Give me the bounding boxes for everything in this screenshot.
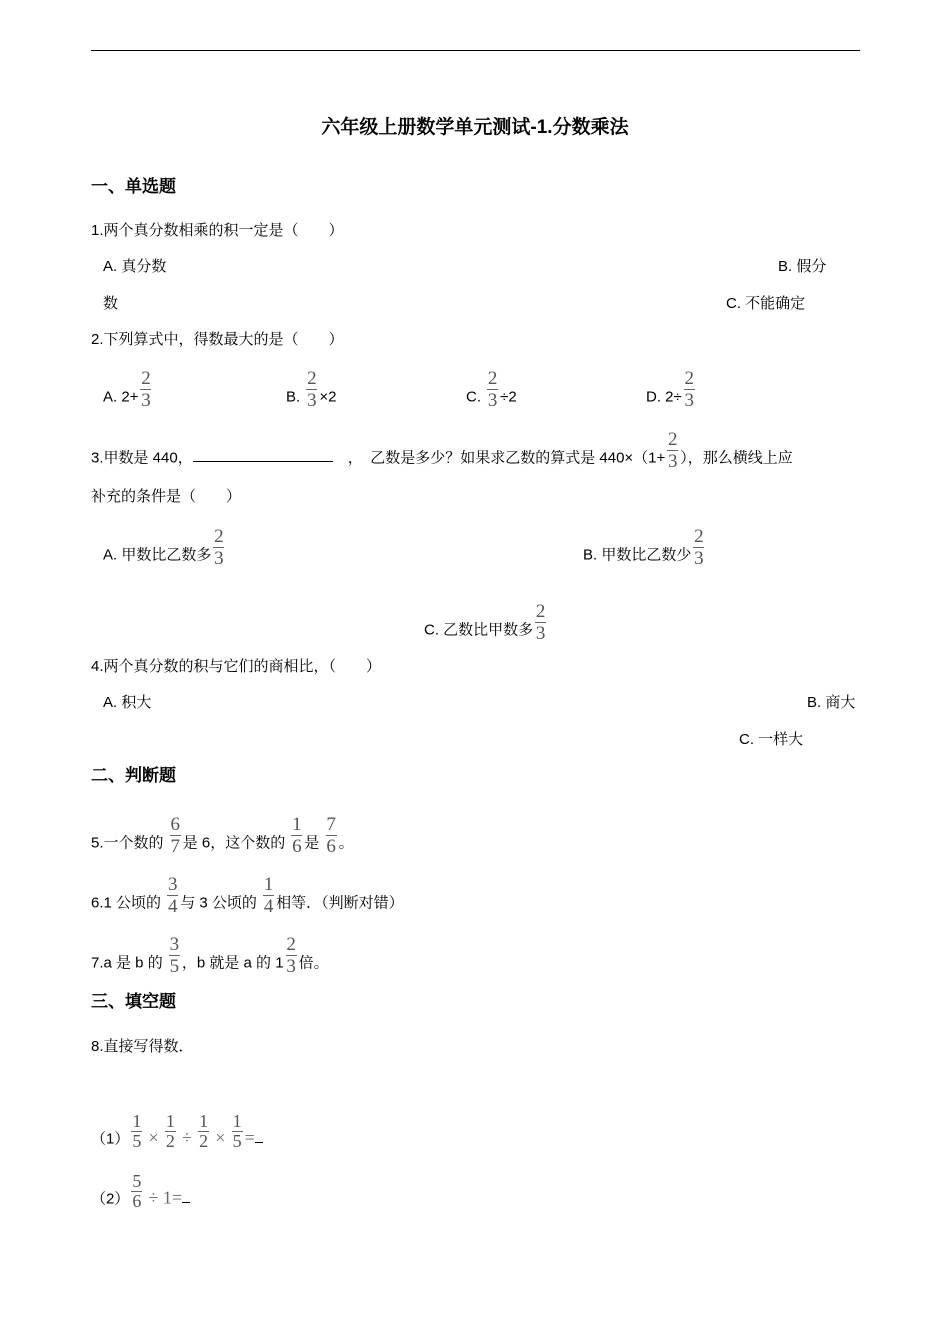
numerator: 1 [232,1111,242,1131]
q8-part-1-answer-blank[interactable] [255,1132,263,1143]
denominator: 5 [132,1131,142,1151]
question-7 [91,934,329,984]
numerator: 2 [694,526,704,547]
q3-option-b-text: B. 甲数比乙数少 [583,546,692,564]
denominator: 2 [165,1131,175,1151]
section-heading-true-false: 二、判断题 [91,766,176,785]
numerator: 2 [307,368,317,389]
fraction [169,935,180,976]
numerator: 2 [214,526,224,547]
q8-part-2-label: （2） [91,1190,130,1208]
equals-sign: = [171,1187,183,1208]
numerator: 2 [684,368,694,389]
numerator: 7 [326,814,336,835]
q4-option-b[interactable]: B. 商大 [807,694,856,711]
q5-text-1: 5.一个数的 [91,834,164,852]
numerator: 1 [199,1111,209,1131]
numerator: 6 [170,814,180,835]
numerator: 2 [141,368,151,389]
numerator: 1 [292,814,302,835]
q8-part-1 [91,1111,263,1158]
denominator: 4 [167,896,178,917]
q1-option-b[interactable]: B. 假分 [778,258,827,275]
fraction [131,1173,142,1210]
multiply-sign: × [215,1127,226,1148]
numerator: 3 [167,874,178,895]
denominator: 3 [487,390,498,411]
q3-answer-blank [193,447,333,462]
fraction [667,430,678,471]
q7-text-2: ，b 就是 a 的 1 [181,954,284,972]
fraction [286,935,297,976]
q8-part-2-answer-blank[interactable] [182,1192,190,1203]
denominator: 3 [694,548,704,569]
q5-text-3: 是 [304,834,320,852]
numerator: 1 [132,1111,142,1131]
fraction [693,527,704,568]
q1-option-c[interactable]: C. 不能确定 [726,295,806,312]
q3-option-c[interactable] [424,601,548,651]
question-8-stem: 8.直接写得数． [91,1038,194,1055]
q7-text-3: 倍。 [298,954,329,972]
fraction [167,875,178,916]
question-3-stem-line-2: 补充的条件是（ ） [91,488,242,505]
q5-text-4: 。 [338,834,354,852]
denominator: 2 [199,1131,209,1151]
multiply-sign: × [148,1127,159,1148]
q2-option-c[interactable] [466,368,517,418]
fraction [306,369,317,410]
q6-text-3: 相等．（判断对错） [276,894,404,912]
numerator: 5 [132,1171,142,1191]
header-rule [91,50,860,51]
fraction [131,1113,142,1150]
numerator: 2 [535,601,546,622]
question-2-stem: 2.下列算式中，得数最大的是（ ） [91,331,344,348]
section-heading-single-choice: 一、单选题 [91,177,176,196]
denominator: 3 [684,390,694,411]
q2-d-prefix: D. 2÷ [646,388,682,406]
q5-text-2: 是 6，这个数的 [182,834,286,852]
section-heading-fill-in: 三、填空题 [91,992,176,1011]
question-4-stem: 4.两个真分数的积与它们的商相比，（ ） [91,658,382,675]
question-3-stem [91,429,793,479]
fraction [535,602,546,643]
q2-option-a[interactable] [103,368,153,418]
q1-option-a[interactable]: A. 真分数 [103,258,167,275]
denominator: 5 [232,1131,242,1151]
question-6 [91,874,404,924]
divide-sign: ÷ [182,1127,192,1148]
q4-option-a[interactable]: A. 积大 [103,694,152,711]
fraction [232,1113,243,1150]
q2-option-b[interactable] [286,368,337,418]
fraction [263,875,274,916]
fraction [198,1113,209,1150]
q2-a-prefix: A. 2+ [103,388,139,406]
q8-part-2 [91,1171,190,1218]
q3-stem-part-3: ），那么横线上应 [680,449,793,467]
q3-stem-part-2: ， 乙数是多少？如果求乙数的算式是 440×（1+ [332,449,666,467]
denominator: 6 [132,1191,142,1211]
equals-sign: = [244,1127,255,1148]
fraction [165,1113,176,1150]
q3-option-a-text: A. 甲数比乙数多 [103,546,212,564]
denominator: 3 [141,390,151,411]
q7-text-1: 7.a 是 b 的 [91,954,163,972]
denominator: 6 [326,836,336,857]
denominator: 3 [535,623,546,644]
fraction [487,369,498,410]
q6-text-1: 6.1 公顷的 [91,894,162,912]
q4-option-c[interactable]: C. 一样大 [739,731,804,748]
q2-c-prefix: C. [466,388,486,406]
q6-text-2: 与 3 公顷的 [180,894,257,912]
question-1-stem: 1.两个真分数相乘的积一定是（ ） [91,222,344,239]
q1-option-b-wrap: 数 [103,295,119,312]
q2-option-d[interactable] [646,368,697,418]
q2-b-prefix: B. [286,388,305,406]
denominator: 7 [170,836,180,857]
fraction [213,527,224,568]
q3-stem-part-1: 3.甲数是 440， [91,449,193,467]
divide-expression: ÷ 1 [148,1187,172,1208]
numerator: 1 [165,1111,175,1131]
fraction [326,815,337,856]
fraction [140,369,151,410]
numerator: 3 [169,934,180,955]
fraction [291,815,302,856]
fraction [684,369,695,410]
q2-c-suffix: ÷2 [500,388,517,406]
denominator: 4 [263,896,274,917]
denominator: 5 [169,956,180,977]
q3-option-a[interactable] [103,526,226,576]
denominator: 3 [286,956,296,977]
question-5 [91,814,354,864]
numerator: 1 [263,874,274,895]
denominator: 3 [668,451,678,472]
page-title: 六年级上册数学单元测试-1.分数乘法 [321,117,629,138]
numerator: 2 [286,934,296,955]
q8-part-1-label: （1） [91,1130,130,1148]
numerator: 2 [668,429,678,450]
denominator: 3 [214,548,224,569]
fraction [170,815,181,856]
denominator: 3 [307,390,317,411]
q2-b-suffix: ×2 [319,388,337,406]
q3-option-b[interactable] [583,526,706,576]
q3-option-c-text: C. 乙数比甲数多 [424,621,534,639]
numerator: 2 [487,368,498,389]
denominator: 6 [292,836,302,857]
